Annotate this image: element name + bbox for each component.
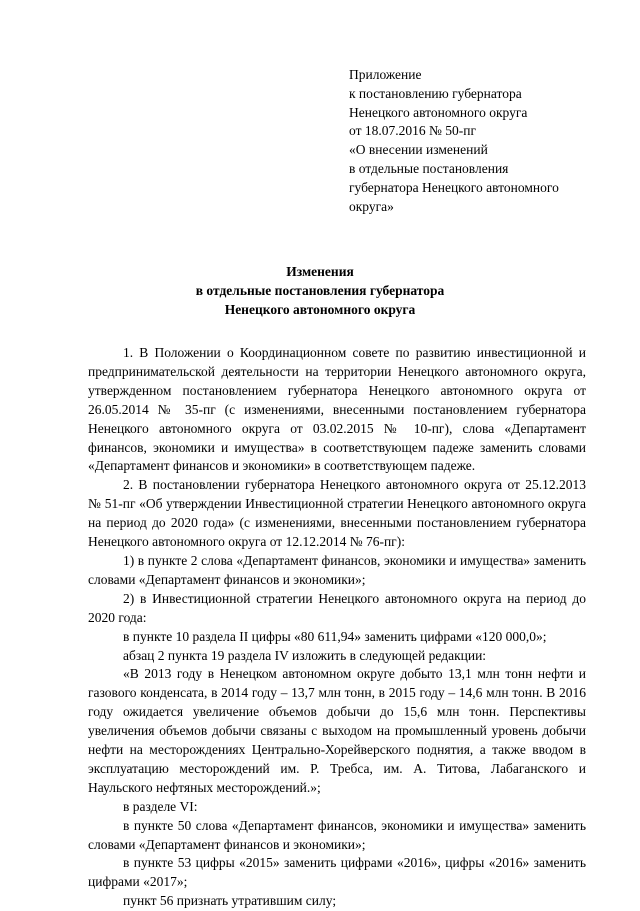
paragraph-item-2: 2. В постановлении губернатора Ненецкого автономного округа от 25.12.2013 № 51-пг «Об утверждении Инвестиционной стратегии Ненецкого автономного округа на период до 2020 года» (с изменениями, внесенными постановлением губернатора Ненецкого автономного округа от 12.12.2014 № 76-пг): [88,477,586,550]
appendix-line: Приложение [349,67,422,82]
paragraph-item-1: 1. В Положении о Координационном совете по развитию инвестиционной и предпринимательской деятельности на территории Ненецкого автономного округа, утвержденном постановлением губернатора Ненецкого автономного округа от 26.05.2014 № 35-пг (с изменениями, внесенными постановлением губернатора Ненецкого автономного округа от 03.02.2015 № 10-пг), слова «Департамент финансов, экономики и имущества» в соответствующем падеже заменить словами «Департамент финансов и экономики» в соответствующем падеже. [88,345,586,474]
paragraph-clause: в разделе VI: [123,798,198,814]
appendix-line: от 18.07.2016 № 50-пг [349,123,476,139]
appendix-line: округа» [349,198,394,214]
title-line: в отдельные постановления губернатора [195,283,445,298]
paragraph-subitem-2: 2) в Инвестиционной стратегии Ненецкого автономного округа на период до 2020 года: [88,590,586,625]
appendix-header [349,66,609,216]
appendix-line: к постановлению губернатора [349,85,522,101]
title-line: Изменения [286,264,354,279]
paragraph-clause: абзац 2 пункта 19 раздела IV изложить в следующей редакции: [123,647,487,663]
appendix-line: губернатора Ненецкого автономного [349,179,559,195]
paragraph-clause: в пункте 50 слова «Департамент финансов, экономики и имущества» заменить словами «Департамент финансов и экономики»; [88,817,586,852]
paragraph-subitem-1: 1) в пункте 2 слова «Департамент финансов, экономики и имущества» заменить словами «Департамент финансов и экономики»; [88,552,586,587]
paragraph-quote: «В 2013 году в Ненецком автономном округе добыто 13,1 млн тонн нефти и газового конденсата, в 2014 году – 13,7 млн тонн, в 2015 году – 14,6 млн тонн. В 2016 году ожидается увеличение объемов добычи до 15,6 млн тонн. Перспективы увеличения объемов добычи связаны с выходом на промышленный уровень добычи нефти на месторождениях Центрально-Хорейверского поднятия, а также вводом в эксплуатацию месторождений им. Р. Требса, им. А. Титова, Лабаганского и Наульского нефтяных месторождений.»; [88,666,586,795]
paragraph-clause: в пункте 10 раздела II цифры «80 611,94» заменить цифрами «120 000,0»; [123,628,547,644]
title-line: Ненецкого автономного округа [224,302,416,317]
document-title [60,262,580,319]
appendix-line: Ненецкого автономного округа [349,104,528,120]
document-body [88,344,586,911]
paragraph-clause: пункт 56 признать утратившим силу; [123,893,337,909]
appendix-line: в отдельные постановления [349,160,509,176]
paragraph-clause: в пункте 53 цифры «2015» заменить цифрами «2016», цифры «2016» заменить цифрами «2017»; [88,855,586,890]
appendix-line: «О внесении изменений [349,142,488,158]
